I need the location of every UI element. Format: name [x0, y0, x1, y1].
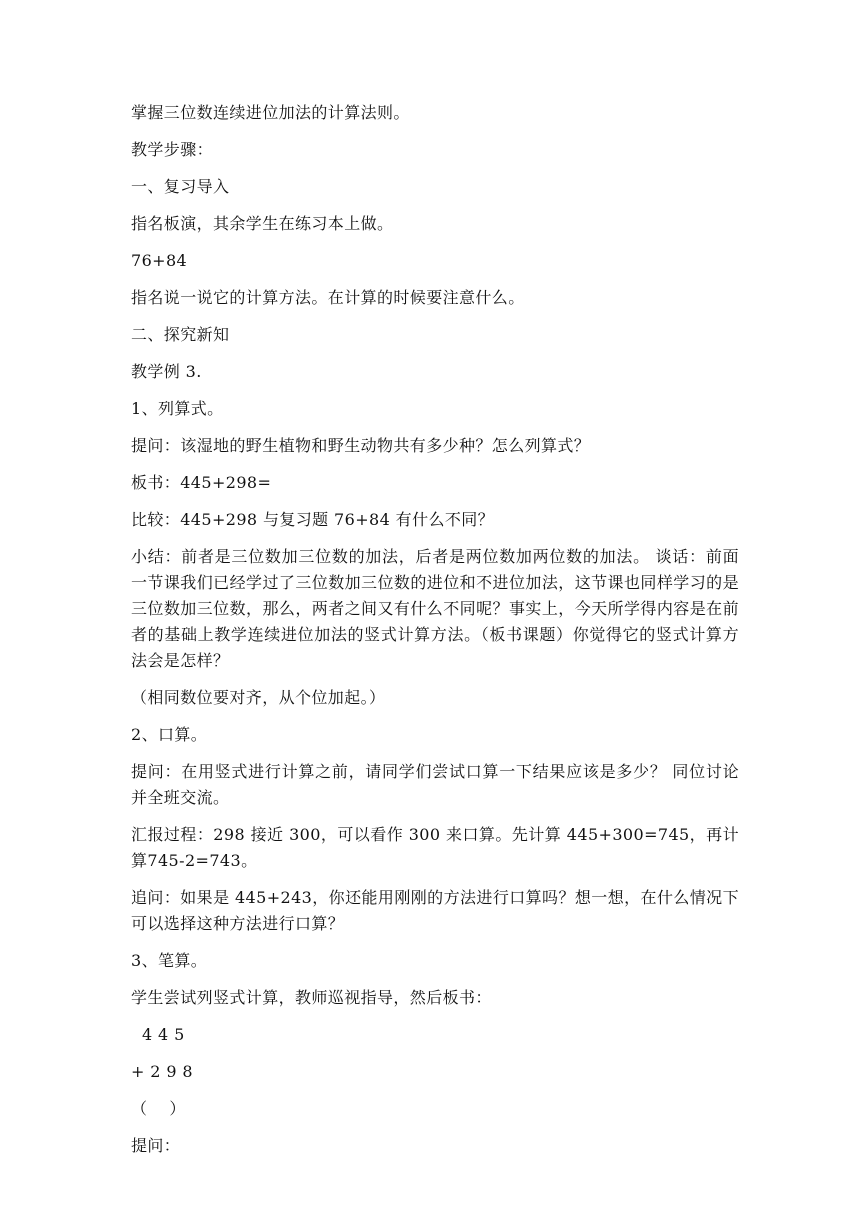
paragraph-board-demo: 指名板演，其余学生在练习本上做。 — [131, 214, 394, 233]
document-page — [131, 100, 739, 1170]
paragraph-summary: 小结：前者是三位数加三位数的加法，后者是两位数加两位数的加法。 谈话：前面一节课我们已经学过了三位数加三位数的进位和不进位加法，这节课也同样学习的是三位数加三位数，那么，两者之间又有什么不同呢？事实上，今天所学得内容是在前者的基础上教学连续进位加法的竖式计算方法。（板书课题）你觉得它的竖式计算方法会是怎样？ — [131, 547, 739, 670]
paragraph-expression: 76+84 — [131, 251, 188, 270]
paragraph-follow-up: 追问：如果是 445+243，你还能用刚刚的方法进行口算吗？想一想，在什么情况下可以选择这种方法进行口算？ — [131, 888, 739, 933]
section-heading-explore: 二、探究新知 — [131, 325, 230, 344]
paragraph-objective: 掌握三位数连续进位加法的计算法则。 — [131, 103, 410, 122]
paragraph-student-try: 学生尝试列竖式计算，教师巡视指导，然后板书： — [131, 988, 492, 1007]
paragraph-report: 汇报过程：298 接近 300，可以看作 300 来口算。先计算 445+300=745，再计算745-2=743。 — [131, 825, 739, 870]
paragraph-question-1: 提问：该湿地的野生植物和野生动物共有多少种？怎么列算式？ — [131, 436, 591, 455]
subheading-list-equation: 1、列算式。 — [131, 399, 224, 418]
subheading-written-calc: 3、笔算。 — [131, 951, 208, 970]
paragraph-alignment-note: （相同数位要对齐，从个位加起。） — [131, 688, 386, 707]
vertical-calc-result: （ ） — [131, 1099, 186, 1118]
vertical-calc-line-2: + 2 9 8 — [131, 1062, 194, 1081]
paragraph-question-2: 提问：在用竖式进行计算之前，请同学们尝试口算一下结果应该是多少？ 同位讨论并全班交流。 — [131, 762, 739, 807]
paragraph-steps-heading: 教学步骤： — [131, 140, 214, 159]
section-heading-review: 一、复习导入 — [131, 177, 230, 196]
paragraph-board-writing: 板书：445+298= — [131, 473, 272, 492]
paragraph-example: 教学例 3. — [131, 362, 202, 381]
paragraph-final-question: 提问： — [131, 1136, 181, 1155]
vertical-calc-line-1: 4 4 5 — [131, 1025, 185, 1044]
paragraph-method: 指名说一说它的计算方法。在计算的时候要注意什么。 — [131, 288, 525, 307]
paragraph-compare: 比较：445+298 与复习题 76+84 有什么不同？ — [131, 510, 495, 529]
subheading-mental-math: 2、口算。 — [131, 725, 208, 744]
